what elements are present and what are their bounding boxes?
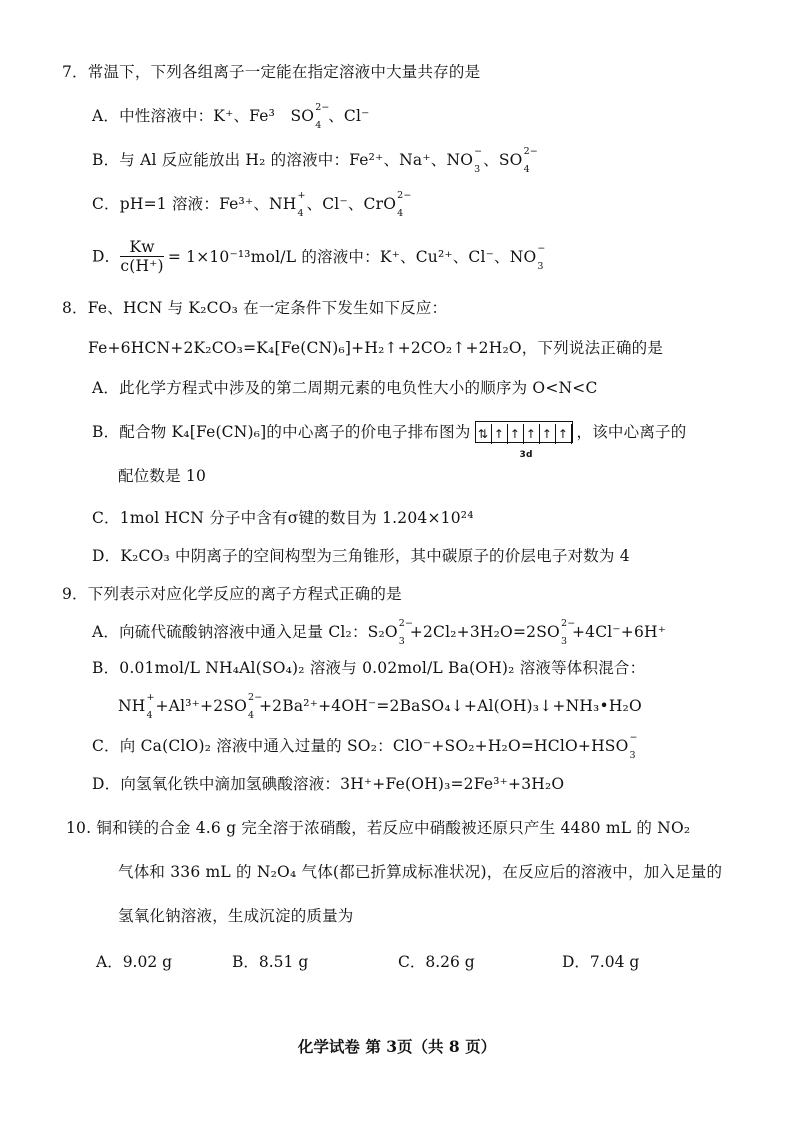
q8-option-b: B．配合物 K₄[Fe(CN)₆]的中心离子的价电子排布图为 ⇅ ↑ ↑ ↑ ↑ ↑ 3d ，该中心离子的 (92, 420, 686, 443)
page-footer: 化学试卷 第 3页（共 8 页） (297, 1037, 497, 1056)
q7-option-a: A．中性溶液中：K⁺、Fe³ SO 2− 4 、Cl⁻ (92, 102, 370, 131)
q10-option-c: C．8.26 g (398, 953, 475, 971)
kw-fraction: $\frac{Kw}{c(H^+)}$ (120, 238, 164, 275)
orbital-box: ⇅ (476, 424, 492, 444)
orbital-diagram (475, 421, 573, 460)
orbital-box: ↑ (540, 424, 556, 444)
q7-stem: 7．常温下，下列各组离子一定能在指定溶液中大量共存的是 (62, 63, 481, 81)
q8-option-a: A．此化学方程式中涉及的第二周期元素的电负性大小的顺序为 O<N<C (92, 379, 598, 397)
q8-option-b-line2: 配位数是 10 (118, 467, 207, 485)
q10-option-a: A．9.02 g (96, 953, 173, 971)
q9-option-b-line2: NH + 4 +Al³⁺+2SO 2− 4 +2Ba²⁺+4OH⁻=2BaSO₄↓+Al(OH)₃↓+NH₃•H₂O (118, 692, 642, 721)
q10-stem: 10. 铜和镁的合金 4.6 g 完全溶于浓硝酸，若反应中硝酸被还原只产生 4480 mL 的 NO₂ (66, 819, 691, 837)
orbital-label: 3d (519, 450, 533, 460)
orbital-box: ↑ (508, 424, 524, 444)
q8-equation: Fe+6HCN+2K₂CO₃=K₄[Fe(CN)₆]+H₂↑+2CO₂↑+2H₂O，下列说法正确的是 (88, 339, 664, 357)
q10-option-d: D．7.04 g (562, 953, 640, 971)
q9-option-b: B．0.01mol/L NH₄Al(SO₄)₂ 溶液与 0.02mol/L Ba(OH)₂ 溶液等体积混合： (92, 659, 646, 677)
q10-option-b: B．8.51 g (232, 953, 309, 971)
q9-option-a: A．向硫代硫酸钠溶液中通入足量 Cl₂：S₂O 2− 3 +2Cl₂+3H₂O=2SO 2− 3 +4Cl⁻+6H⁺ (92, 618, 667, 647)
q9-stem: 9．下列表示对应化学反应的离子方程式正确的是 (62, 585, 402, 603)
q8-option-c: C．1mol HCN 分子中含有σ键的数目为 1.204×10²⁴ (92, 509, 474, 527)
orbital-box: ↑ (492, 424, 508, 444)
q7-option-b: B．与 Al 反应能放出 H₂ 的溶液中：Fe²⁺、Na⁺、NO − 3 、SO 2− 4 (92, 146, 538, 175)
q7-option-c: C．pH=1 溶液：Fe³⁺、NH + 4 、Cl⁻、CrO 2− 4 (92, 190, 412, 219)
q9-option-d: D．向氢氧化铁中滴加氢碘酸溶液：3H⁺+Fe(OH)₃=2Fe³⁺+3H₂O (92, 775, 565, 793)
q10-stem-line2: 气体和 336 mL 的 N₂O₄ 气体(都已折算成标准状况)，在反应后的溶液中，加入足量的 (118, 863, 723, 881)
q8-stem: 8．Fe、HCN 与 K₂CO₃ 在一定条件下发生如下反应： (62, 299, 448, 317)
orbital-box: ↑ (524, 424, 540, 444)
q8-option-d: D．K₂CO₃ 中阴离子的空间构型为三角锥形，其中碳原子的价层电子对数为 4 (92, 547, 630, 565)
q7-option-d: D． $\frac{Kw}{c(H^+)}$ = 1×10⁻¹³mol/L 的溶液中：K⁺、Cu²⁺、Cl⁻、NO − 3 (92, 238, 546, 275)
q9-option-c: C．向 Ca(ClO)₂ 溶液中通入过量的 SO₂：ClO⁻+SO₂+H₂O=HClO+HSO − 3 (92, 732, 638, 761)
orbital-box: ↑ (556, 424, 572, 444)
q10-stem-line3: 氢氧化钠溶液，生成沉淀的质量为 (118, 907, 354, 925)
